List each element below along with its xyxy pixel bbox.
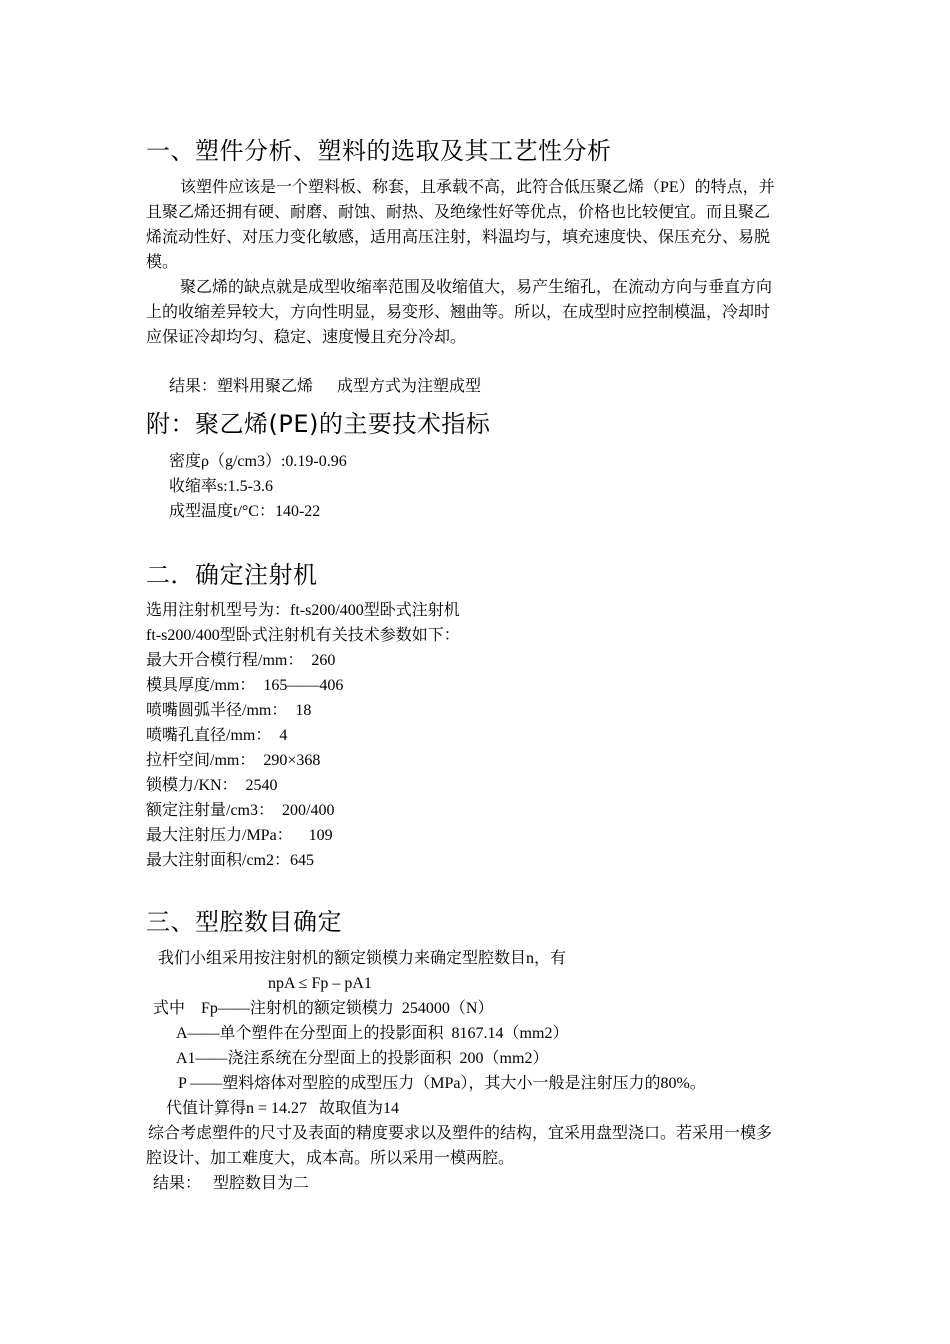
section3-line: A1——浇注系统在分型面上的投影面积 200（mm2）	[176, 1050, 549, 1067]
section3-line: 式中 Fp——注射机的额定锁模力 254000（N）	[153, 1000, 494, 1017]
appendix-item: 密度ρ（g/cm3）:0.19-0.96	[169, 453, 347, 470]
section3-line: A——单个塑件在分型面上的投影面积 8167.14（mm2）	[176, 1025, 569, 1042]
section2-line: 额定注射量/cm3： 200/400	[146, 802, 335, 819]
section2-heading: 二．确定注射机	[146, 561, 318, 589]
section2-line: 最大开合模行程/mm： 260	[146, 652, 336, 669]
section3-result: 结果： 型腔数目为二	[153, 1175, 310, 1192]
appendix-item: 收缩率s:1.5-3.6	[169, 478, 274, 495]
section2-line: 选用注射机型号为：ft-s200/400型卧式注射机	[146, 602, 460, 619]
section1-para1-line: 且聚乙烯还拥有硬、耐磨、耐蚀、耐热、及绝缘性好等优点，价格也比较便宜。而且聚乙	[146, 204, 771, 221]
section2-line: 喷嘴孔直径/mm： 4	[146, 727, 288, 744]
section2-line: 喷嘴圆弧半径/mm： 18	[146, 702, 312, 719]
section1-para2-line: 聚乙烯的缺点就是成型收缩率范围及收缩值大，易产生缩孔，在流动方向与垂直方向	[180, 279, 773, 296]
appendix-item: 成型温度t/°C：140-22	[169, 503, 321, 520]
section2-line: ft-s200/400型卧式注射机有关技术参数如下：	[146, 627, 460, 644]
section1-heading: 一、塑件分析、塑料的选取及其工艺性分析	[146, 137, 612, 165]
section2-line: 模具厚度/mm： 165——406	[146, 677, 344, 694]
section2-line: 拉杆空间/mm： 290×368	[146, 752, 321, 769]
section1-para2-line: 应保证冷却均匀、稳定、速度慢且充分冷却。	[146, 329, 467, 346]
section1-result: 结果：塑料用聚乙烯 成型方式为注塑成型	[169, 378, 482, 395]
section2-line: 最大注射压力/MPa： 109	[146, 827, 333, 844]
section3-line: 我们小组采用按注射机的额定锁模力来确定型腔数目n，有	[158, 950, 567, 967]
section3-heading: 三、型腔数目确定	[146, 908, 342, 936]
section2-line: 锁模力/KN： 2540	[146, 777, 278, 794]
section3-formula: npA ≤ Fp – pA1	[268, 975, 372, 992]
section1-para2-line: 上的收缩差异较大，方向性明显，易变形、翘曲等。所以，在成型时应控制模温，冷却时	[146, 304, 771, 321]
section3-line: P ——塑料熔体对型腔的成型压力（MPa），其大小一般是注射压力的80%。	[178, 1075, 706, 1092]
section2-line: 最大注射面积/cm2：645	[146, 852, 314, 869]
appendix-heading: 附：聚乙烯(PE)的主要技术指标	[146, 410, 491, 438]
section1-para1-line: 模。	[146, 254, 179, 271]
section1-para1-line: 烯流动性好、对压力变化敏感，适用高压注射，料温均与，填充速度快、保压充分、易脱	[146, 229, 771, 246]
section3-line: 腔设计、加工难度大，成本高。所以采用一模两腔。	[146, 1150, 515, 1167]
section3-line: 综合考虑塑件的尺寸及表面的精度要求以及塑件的结构，宜采用盘型浇口。若采用一模多	[148, 1125, 773, 1142]
section1-para1-line: 该塑件应该是一个塑料板、称套，且承载不高，此符合低压聚乙烯（PE）的特点，并	[180, 179, 775, 196]
section3-line: 代值计算得n = 14.27 故取值为14	[166, 1100, 400, 1117]
